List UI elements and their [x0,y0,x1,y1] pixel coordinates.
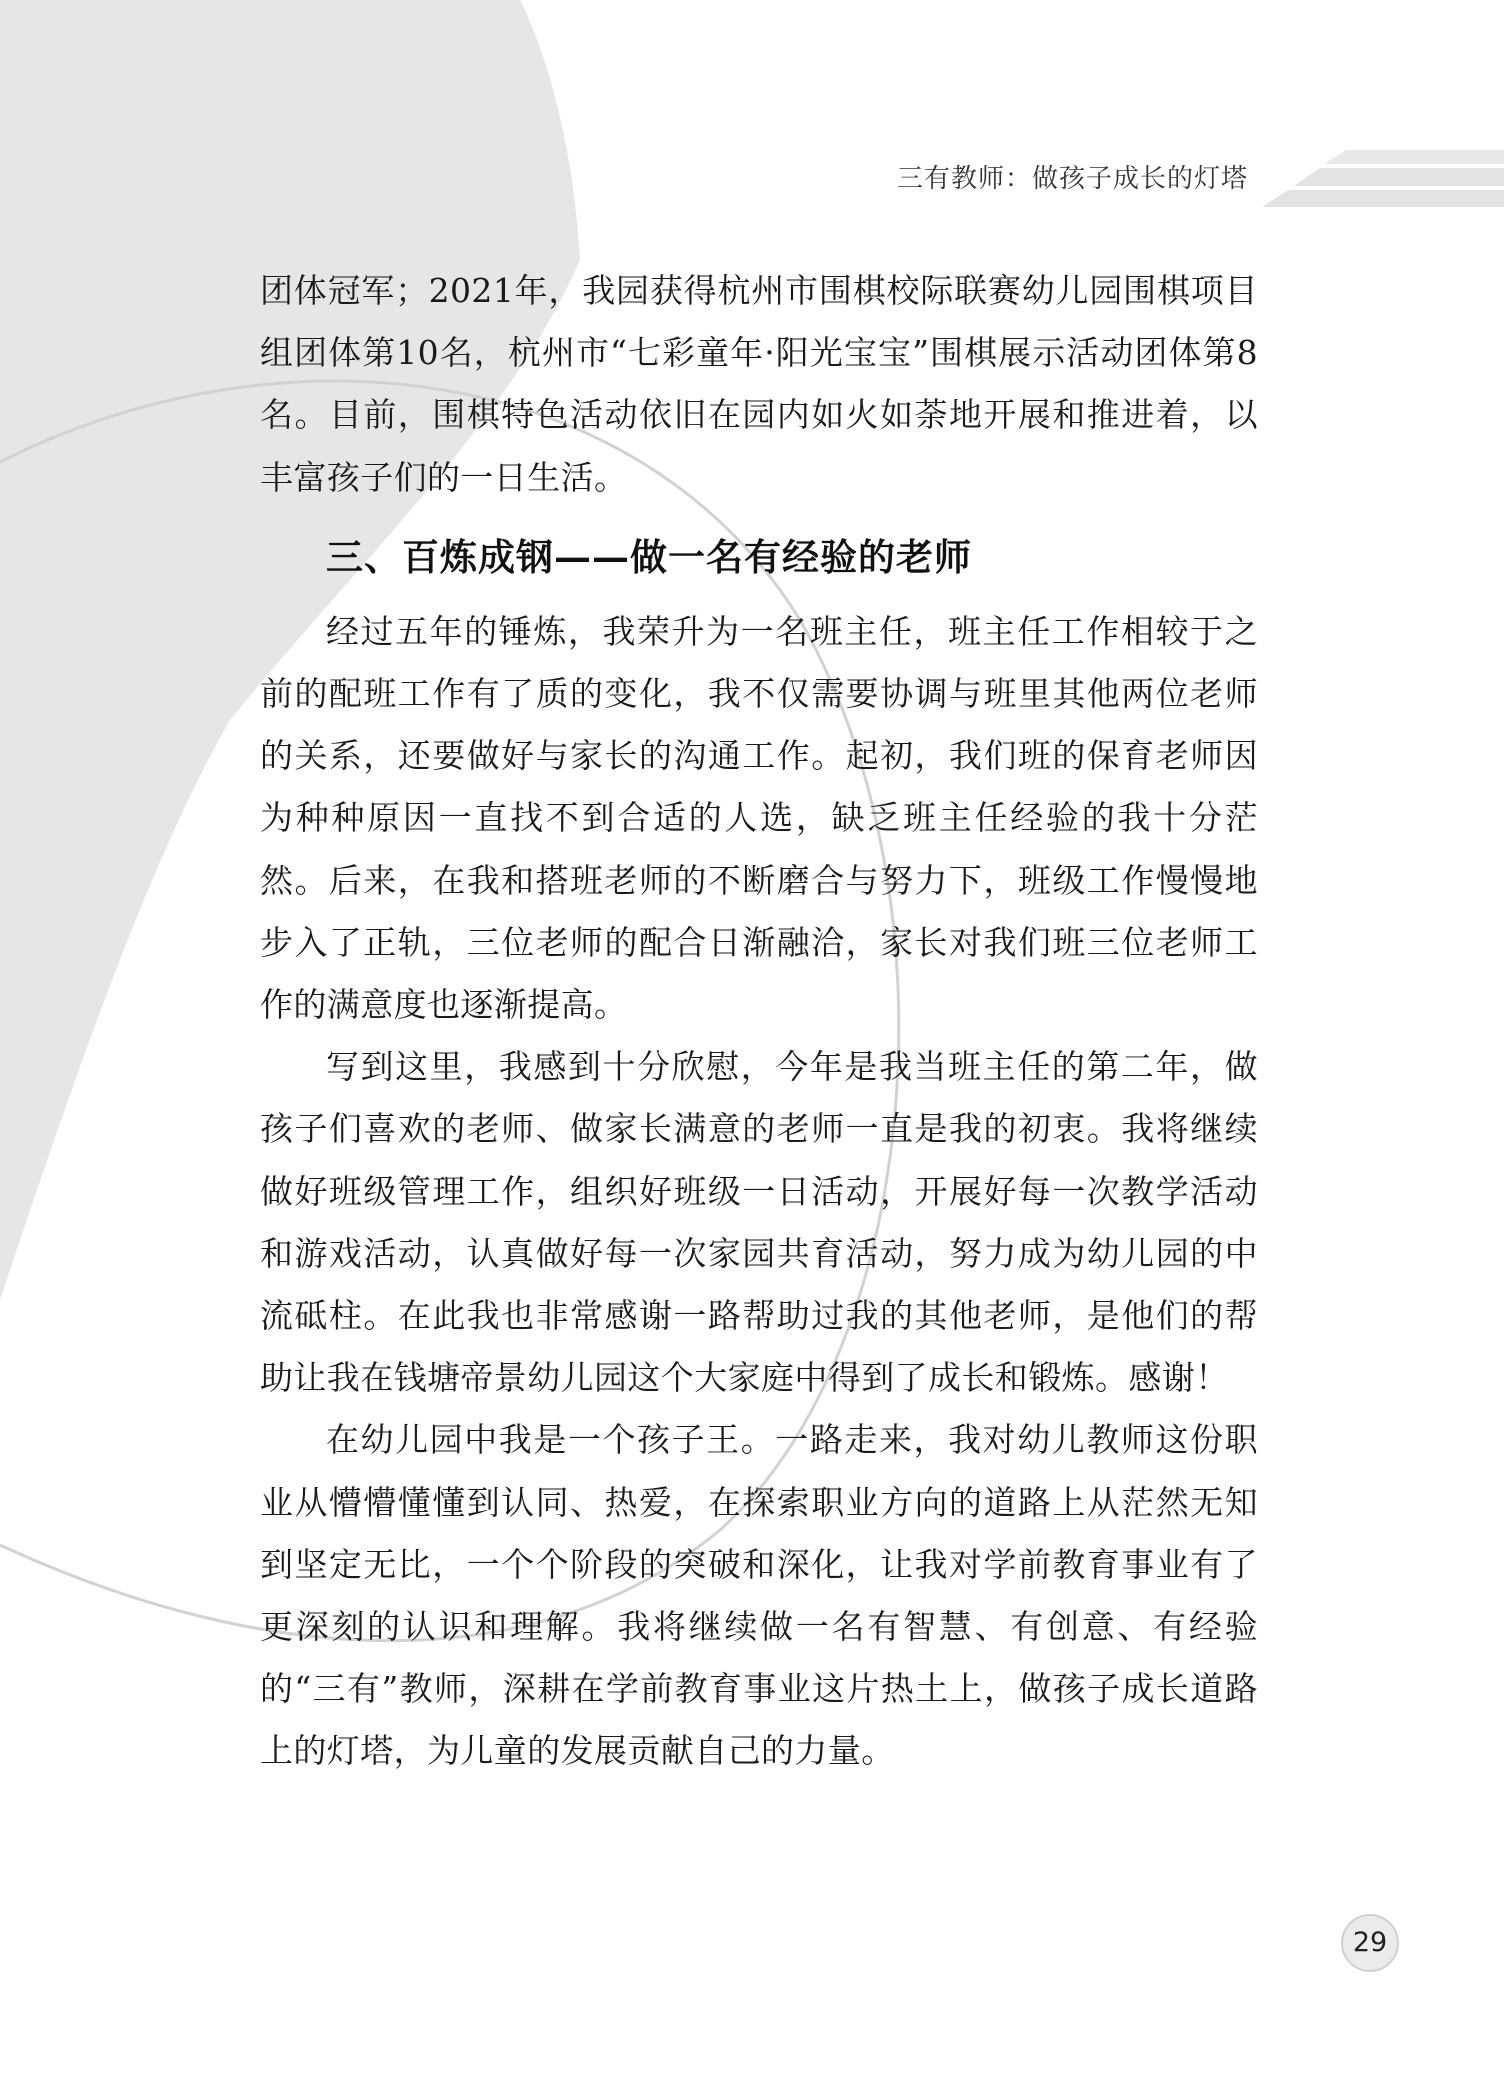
section-heading: 三、百炼成钢——做一名有经验的老师 [326,534,972,579]
header-stripe-1 [1262,190,1504,207]
running-header: 三有教师：做孩子成长的灯塔 [896,164,1248,194]
header-stripe-3 [1324,150,1504,164]
paragraph-1: 经过五年的锤炼，我荣升为一名班主任，班主任工作相较于之前的配班工作有了质的变化，我不仅需要协调与班里其他两位老师的关系，还要做好与家长的沟通工作。起初，我们班的保育老师因为种种原因一直找不到合适的人选，缺乏班主任经验的我十分茫然。后来，在我和搭班老师的不断磨合与努力下，班级工作慢慢地步入了正轨，三位老师的配合日渐融洽，家长对我们班三位老师工作的满意度也逐渐提高。 [260,611,1258,1025]
paragraph-continued: 团体冠军；2021年，我园获得杭州市围棋校际联赛幼儿园围棋项目组团体第10名，杭州市“七彩童年·阳光宝宝”围棋展示活动团体第8名。目前，围棋特色活动依旧在园内如火如荼地开展和推进着，以丰富孩子们的一日生活。 [260,271,1258,497]
body-text [260,260,1258,1783]
paragraph-2: 写到这里，我感到十分欣慰，今年是我当班主任的第二年，做孩子们喜欢的老师、做家长满意的老师一直是我的初衷。我将继续做好班级管理工作，组织好班级一日活动，开展好每一次教学活动和游戏活动，认真做好每一次家园共育活动，努力成为幼儿园的中流砥柱。在此我也非常感谢一路帮助过我的其他老师，是他们的帮助让我在钱塘帝景幼儿园这个大家庭中得到了成长和锻炼。感谢！ [260,1047,1258,1398]
header-stripe-2 [1294,168,1504,186]
page-number: 29 [1352,1927,1388,1958]
paragraph-3: 在幼儿园中我是一个孩子王。一路走来，我对幼儿教师这份职业从懵懵懂懂到认同、热爱，在探索职业方向的道路上从茫然无知到坚定无比，一个个阶段的突破和深化，让我对学前教育事业有了更深刻的认识和理解。我将继续做一名有智慧、有创意、有经验的“三有”教师，深耕在学前教育事业这片热土上，做孩子成长道路上的灯塔，为儿童的发展贡献自己的力量。 [260,1420,1258,1771]
